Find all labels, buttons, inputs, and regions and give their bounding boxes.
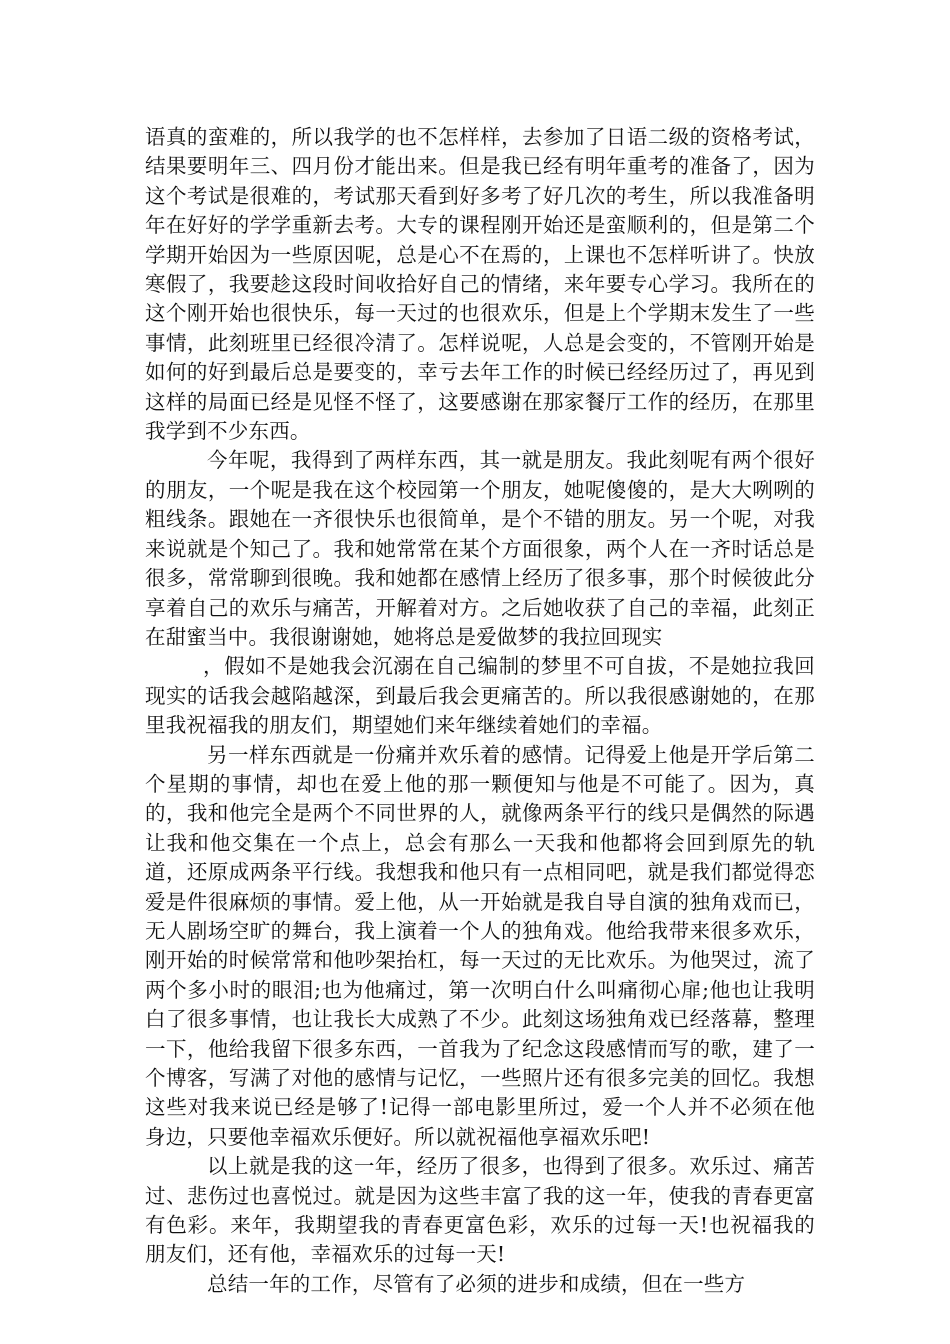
- paragraph-4: 另一样东西就是一份痛并欢乐着的感情。记得爱上他是开学后第二个星期的事情，却也在爱上他的那一颗便知与他是不可能了。因为，真的，我和他完全是两个不同世界的人，就像两条平行的线只是偶然的际遇让我和他交集在一个点上，总会有那么一天我和他都将会回到原先的轨道，还原成两条平行线。我想我和他只有一点相同吧，就是我们都觉得恋爱是件很麻烦的事情。爱上他，从一开始就是我自导自演的独角戏而已，无人剧场空旷的舞台，我上演着一个人的独角戏。他给我带来很多欢乐，刚开始的时候常常和他吵架抬杠，每一天过的无比欢乐。为他哭过，流了两个多小时的眼泪;也为他痛过，第一次明白什么叫痛彻心扉;他也让我明白了很多事情，也让我长大成熟了不少。此刻这场独角戏已经落幕，整理一下，他给我留下很多东西，一首我为了纪念这段感情而写的歌，建了一个博客，写满了对他的感情与记忆，一些照片还有很多完美的回忆。我想这些对我来说已经是够了!记得一部电影里所过，爱一个人并不必须在他身边，只要他幸福欢乐便好。所以就祝福他享福欢乐吧!: [145, 742, 815, 1149]
- document-body: [145, 123, 815, 1299]
- paragraph-1: 语真的蛮难的，所以我学的也不怎样样，去参加了日语二级的资格考试，结果要明年三、四月份才能出来。但是我已经有明年重考的准备了，因为这个考试是很难的，考试那天看到好多考了好几次的考生，所以我准备明年在好好的学学重新去考。大专的课程刚开始还是蛮顺利的，但是第二个学期开始因为一些原因呢，总是心不在焉的，上课也不怎样听讲了。快放寒假了，我要趁这段时间收拾好自己的情绪，来年要专心学习。我所在的这个刚开始也很快乐，每一天过的也很欢乐，但是上个学期末发生了一些事情，此刻班里已经很冷清了。怎样说呢，人总是会变的，不管刚开始是如何的好到最后总是要变的，幸亏去年工作的时候已经经历过了，再见到这样的局面已经是见怪不怪了，这要感谢在那家餐厅工作的经历，在那里我学到不少东西。: [145, 125, 815, 444]
- paragraph-2: 今年呢，我得到了两样东西，其一就是朋友。我此刻呢有两个很好的朋友，一个呢是我在这个校园第一个朋友，她呢傻傻的，是大大咧咧的粗线条。跟她在一齐很快乐也很简单，是个不错的朋友。另一个呢，对我来说就是个知己了。我和她常常在某个方面很象，两个人在一齐时话总是很多，常常聊到很晚。我和她都在感情上经历了很多事，那个时候彼此分享着自己的欢乐与痛苦，开解着对方。之后她收获了自己的幸福，此刻正在甜蜜当中。我很谢谢她，她将总是爱做梦的我拉回现实: [145, 448, 815, 649]
- paragraph-3: ，假如不是她我会沉溺在自己编制的梦里不可自拔，不是她拉我回现实的话我会越陷越深，到最后我会更痛苦的。所以我很感谢她的，在那里我祝福我的朋友们，期望她们来年继续着她们的幸福。: [145, 654, 815, 738]
- paragraph-6: 总结一年的工作，尽管有了必须的进步和成绩，但在一些方: [207, 1271, 746, 1296]
- paragraph-5: 以上就是我的这一年，经历了很多，也得到了很多。欢乐过、痛苦过、悲伤过也喜悦过。就是因为这些丰富了我的这一年，使我的青春更富有色彩。来年，我期望我的青春更富色彩，欢乐的过每一天!也祝福我的朋友们，还有他，幸福欢乐的过每一天!: [145, 1154, 815, 1267]
